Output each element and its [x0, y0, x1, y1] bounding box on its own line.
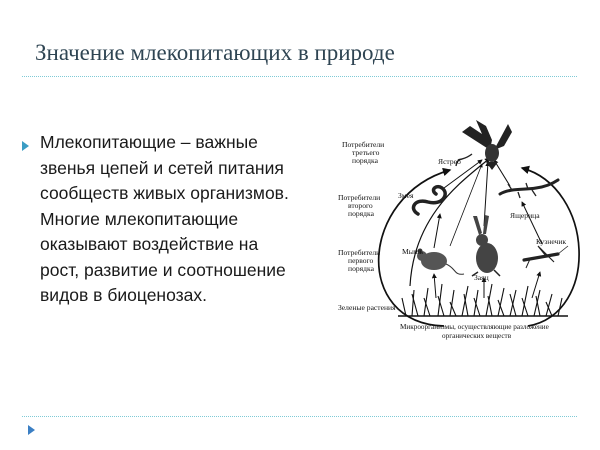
corner-arrow-icon	[28, 425, 35, 435]
food-web-diagram	[332, 118, 586, 350]
bullet-line: оказывают воздействие на	[40, 234, 259, 254]
hare-icon	[472, 215, 500, 276]
label-hare: Заяц	[474, 273, 489, 282]
label-decomposers: Микроорганизмы, осуществляющие разложение органических веществ	[400, 323, 549, 340]
title-divider	[22, 76, 577, 77]
arrow-plants-mouse	[434, 274, 436, 298]
grass-icon	[398, 284, 568, 316]
bullet-paragraph	[40, 130, 332, 309]
snake-icon	[413, 187, 445, 214]
bullet-line: сообществ живых организмов.	[40, 183, 289, 203]
grasshopper-icon	[524, 246, 568, 268]
level-label-third: Потребители третьего порядка	[342, 140, 385, 165]
bullet-arrow-icon	[22, 141, 29, 151]
arrow-mouse-hawk	[450, 164, 482, 246]
bullet-line: рост, развитие и соотношение	[40, 259, 286, 280]
mouse-icon	[417, 249, 464, 275]
label-grasshopper: Кузнечик	[536, 237, 567, 246]
bullet-line: Млекопитающие – важные	[40, 132, 258, 152]
bullet-line: Многие млекопитающие	[40, 208, 239, 229]
arrow-mouse-snake	[434, 214, 440, 248]
label-lizard: Ящерица	[510, 211, 540, 220]
label-hawk: Ястреб	[438, 157, 461, 166]
slide-title: Значение млекопитающих в природе	[35, 40, 395, 65]
label-plants: Зеленые растения	[338, 303, 396, 312]
level-label-first: Потребители первого порядка	[338, 248, 381, 273]
label-snake: Змея	[398, 191, 414, 200]
level-label-second: Потребители второго порядка	[338, 193, 381, 218]
bullet-line: звенья цепей и сетей питания	[40, 157, 284, 178]
footer-divider	[22, 416, 577, 417]
bullet-line: видов в биоценозах.	[40, 285, 207, 305]
label-mouse: Мышь	[402, 247, 424, 256]
cycle-arc-right	[522, 168, 579, 326]
